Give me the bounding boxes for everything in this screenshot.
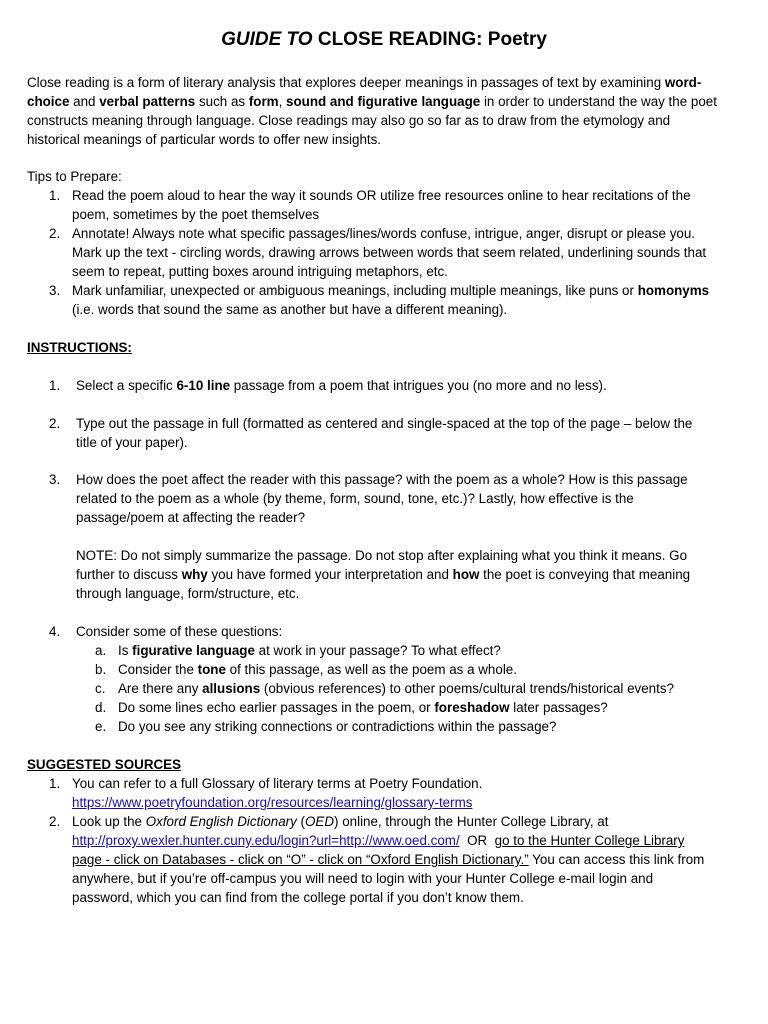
instruction-3: 3. How does the poet affect the reader with this passage? with the poem as a whole? How is this passage related to the poem as a whole (by theme, form, sound, tone, etc.)? Lastly, how effective is the passage/poem at affecting the reader? — [49, 472, 688, 525]
question-list: a. Is figurative language at work in your passage? To what effect? b. Consider the tone of this passage, as well as the poem as a whole. c. Are there any allusions (obvious references) to other poems/cultural trends/historical events? d. Do some lines echo earlier passages in the poem, or foreshadow later passages? e. Do you see any striking connections or contradictions within the passage? — [95, 643, 674, 734]
tips-item-1: 1. Read the poem aloud to hear the way it sounds OR utilize free resources online to hear recitations of the poem, sometimes by the poet themselves — [49, 188, 691, 222]
instruction-2: 2. Type out the passage in full (formatted as centered and single-spaced at the top of the page – below the title of your paper). — [49, 416, 693, 450]
intro-paragraph: Close reading is a form of literary analysis that explores deeper meanings in passages of text by examining word- choice and verbal patterns such as form, sound and figurative language in order to understand the way the poet constructs meaning through language. Close readings may also go so far as to draw from the etymology and historical meanings of particular words to offer new insights. — [27, 75, 717, 147]
page-title: GUIDE TO CLOSE READING: Poetry — [221, 29, 547, 50]
source-1: 1. You can refer to a full Glossary of literary terms at Poetry Foundation. https://www.poetryfoundation.org/resources/learning/glossary-terms — [49, 776, 483, 810]
tips-item-3: 3. Mark unfamiliar, unexpected or ambiguous meanings, including multiple meanings, like puns or homonyms (i.e. words that sound the same as another but have a different meaning). — [49, 283, 710, 317]
source-2: 2. Look up the Oxford English Dictionary (OED) online, through the Hunter College Library, at http://proxy.wexler.hunter.cuny.edu/login?url=http://www.oed.com/ OR go to the Hunter College Library page - click on Databases - click on “O” - click on “Oxford English Dictionary.” You can access this link from anywhere, but if you’re off-campus you will need to login with your Hunter College e-mail login and password, which you can find from the college portal if you don’t know them. — [49, 814, 705, 905]
glossary-link[interactable]: https://www.poetryfoundation.org/resources/learning/glossary-terms — [72, 795, 473, 810]
tips-item-2: 2. Annotate! Always note what specific passages/lines/words confuse, intrigue, anger, disrupt or please you. Mark up the text - circling words, drawing arrows between words that seem related, underlining sounds that seem to repeat, putting boxes around intriguing metaphors, etc. — [49, 226, 707, 279]
instruction-1: 1. Select a specific 6-10 line passage from a poem that intrigues you (no more and no less). — [49, 378, 607, 393]
instructions-heading: INSTRUCTIONS: — [27, 340, 132, 355]
instruction-4: 4. Consider some of these questions: — [49, 624, 283, 639]
tips-heading: Tips to Prepare: — [27, 169, 122, 184]
library-path-text-cont: page - click on Databases - click on “O” - click on “Oxford English Dictionary.” — [72, 852, 529, 867]
oed-proxy-link[interactable]: http://proxy.wexler.hunter.cuny.edu/login?url=http://www.oed.com/ — [72, 833, 460, 848]
instruction-note: NOTE: Do not simply summarize the passage. Do not stop after explaining what you think it means. Go further to discuss why you have formed your interpretation and how the poet is conveying that meaning through language, form/structure, etc. — [76, 548, 691, 601]
library-path-text: go to the Hunter College Library — [494, 833, 685, 848]
sources-heading: SUGGESTED SOURCES — [27, 757, 182, 772]
